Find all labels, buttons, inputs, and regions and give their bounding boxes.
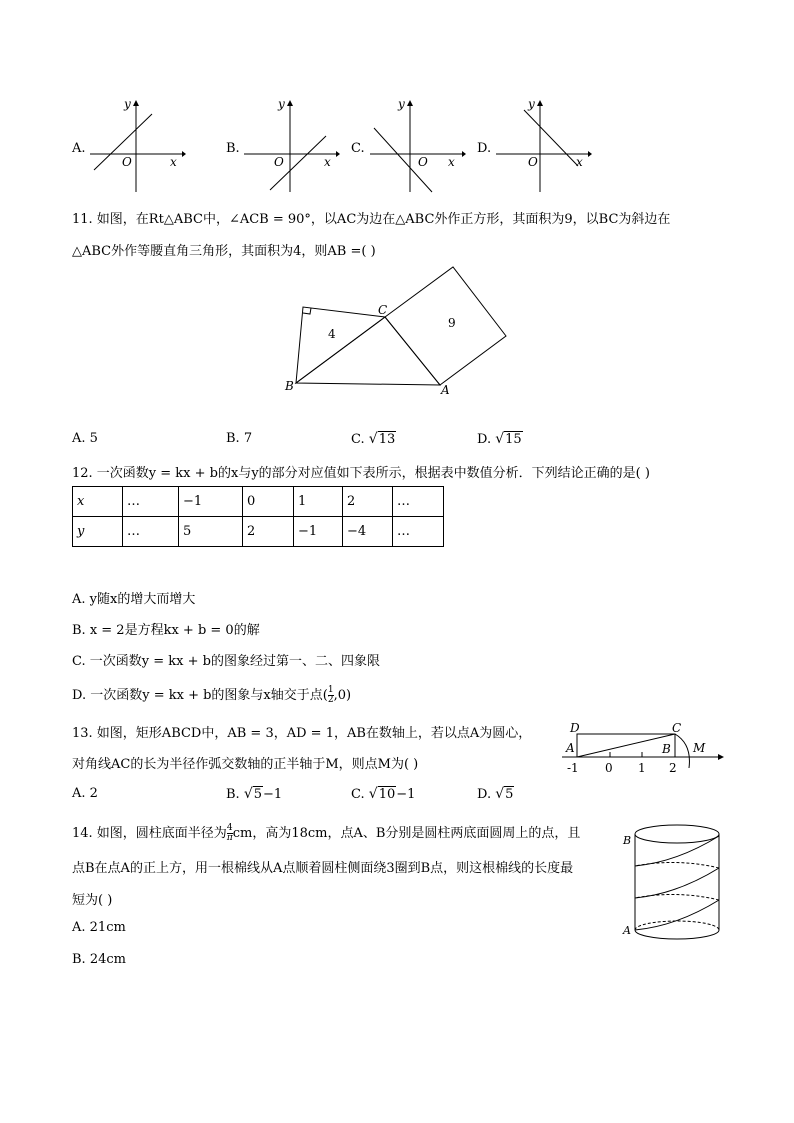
q12-option-b: B. x = 2是方程kx + b = 0的解: [72, 623, 260, 638]
q13-option-a: A. 2: [72, 786, 98, 801]
q11-stem-line1: 11. 如图，在Rt△ABC中，∠ACB = 90°，以AC为边在△ABC外作正方形，其面积为9，以BC为斜边在: [72, 212, 671, 227]
q11-label-a: A: [441, 383, 450, 397]
table-cell: 5: [179, 517, 243, 547]
table-cell: 0: [243, 487, 294, 517]
table-cell: x: [73, 487, 123, 517]
q10-c-xlabel: x: [448, 155, 455, 169]
table-cell: 1: [294, 487, 343, 517]
q10-b-xlabel: x: [324, 155, 331, 169]
q10-b-origin: O: [274, 155, 284, 169]
q13-tick-label: 0: [605, 761, 613, 775]
q11-stem-line2: △ABC外作等腰直角三角形，其面积为4，则AB =( ): [72, 244, 376, 259]
table-cell: −4: [343, 517, 393, 547]
table-cell: …: [393, 517, 444, 547]
table-row: [73, 487, 444, 517]
q13-option-b: B. √5−1: [226, 786, 283, 802]
table-cell: y: [73, 517, 123, 547]
q13-option-d: D. √5: [477, 786, 514, 802]
q10-b-ylabel: y: [278, 98, 285, 111]
q11-label-b: B: [285, 379, 294, 393]
q10-a-ylabel: y: [124, 98, 131, 111]
q14-label-b: B: [623, 834, 632, 847]
q13-label-d: D: [570, 721, 580, 735]
q13-label-a: A: [566, 741, 575, 755]
q13-option-c: C. √10−1: [351, 786, 416, 802]
table-cell: −1: [294, 517, 343, 547]
table-cell: …: [393, 487, 444, 517]
q10-graph-c: [366, 98, 466, 194]
q14-cylinder-figure: [620, 818, 720, 940]
q11-area-triangle: 4: [328, 327, 336, 341]
q12-stem: 12. 一次函数y = kx + b的x与y的部分对应值如下表所示，根据表中数值分析．下列结论正确的是( ): [72, 466, 650, 481]
q13-figure: [558, 718, 728, 778]
q10-d-origin: O: [528, 155, 538, 169]
table-cell: 2: [343, 487, 393, 517]
q11-figure: [280, 262, 520, 398]
q11-option-d: D. √15: [477, 431, 522, 447]
q13-stem-line1: 13. 如图，矩形ABCD中，AB = 3，AD = 1，AB在数轴上，若以点A为圆心，: [72, 726, 532, 741]
q11-label-c: C: [378, 303, 388, 317]
q10-d-xlabel: x: [576, 155, 583, 169]
q11-option-a: A. 5: [72, 431, 98, 446]
q13-tick-label: 2: [669, 761, 677, 775]
table-cell: 2: [243, 517, 294, 547]
q10-option-d-letter: D.: [477, 141, 492, 156]
q10-c-origin: O: [418, 155, 428, 169]
q14-stem-line2: 点B在点A的正上方，用一根棉线从A点顺着圆柱侧面绕3圈到B点，则这根棉线的长度最: [72, 861, 574, 876]
q12-option-c: C. 一次函数y = kx + b的图象经过第一、二、四象限: [72, 654, 380, 669]
q12-option-a: A. y随x的增大而增大: [72, 592, 196, 607]
table-cell: …: [123, 487, 179, 517]
q10-option-a-letter: A.: [72, 141, 86, 156]
q10-c-ylabel: y: [398, 98, 405, 111]
q13-label-c: C: [672, 721, 682, 735]
q13-label-m: M: [693, 741, 706, 755]
q11-option-b: B. 7: [226, 431, 253, 446]
q10-graph-a: [86, 98, 186, 194]
q11-area-square: 9: [448, 316, 456, 330]
q14-stem-line1: 14. 如图，圆柱底面半径为 $\frac{4}{\pi}$ cm，高为18cm，点A、B分别是圆柱两底面圆周上的点，且: [72, 823, 581, 843]
q14-label-a: A: [623, 924, 631, 937]
q10-option-c-letter: C.: [351, 141, 365, 156]
q10-graph-b: [240, 98, 340, 194]
q10-a-origin: O: [122, 155, 132, 169]
table-cell: −1: [179, 487, 243, 517]
q14-stem-line3: 短为( ): [72, 893, 113, 908]
q10-a-xlabel: x: [170, 155, 177, 169]
table-cell: …: [123, 517, 179, 547]
q14-option-a: A. 21cm: [72, 920, 126, 935]
q11-option-c: C. √13: [351, 431, 396, 447]
q10-option-b-letter: B.: [226, 141, 240, 156]
q13-tick-label: -1: [567, 761, 579, 775]
table-row: [73, 517, 444, 547]
q13-stem-line2: 对角线AC的长为半径作弧交数轴的正半轴于M，则点M为( ): [72, 757, 419, 772]
q12-option-d: D. 一次函数y = kx + b的图象与x轴交于点( $\frac{1}{2}$ ,0): [72, 685, 352, 705]
q10-d-ylabel: y: [528, 98, 535, 111]
q13-tick-label: 1: [638, 761, 646, 775]
q12-value-table: [72, 486, 444, 547]
q13-label-b: B: [662, 742, 671, 756]
q10-graph-d: [492, 98, 592, 194]
q14-option-b: B. 24cm: [72, 952, 126, 967]
